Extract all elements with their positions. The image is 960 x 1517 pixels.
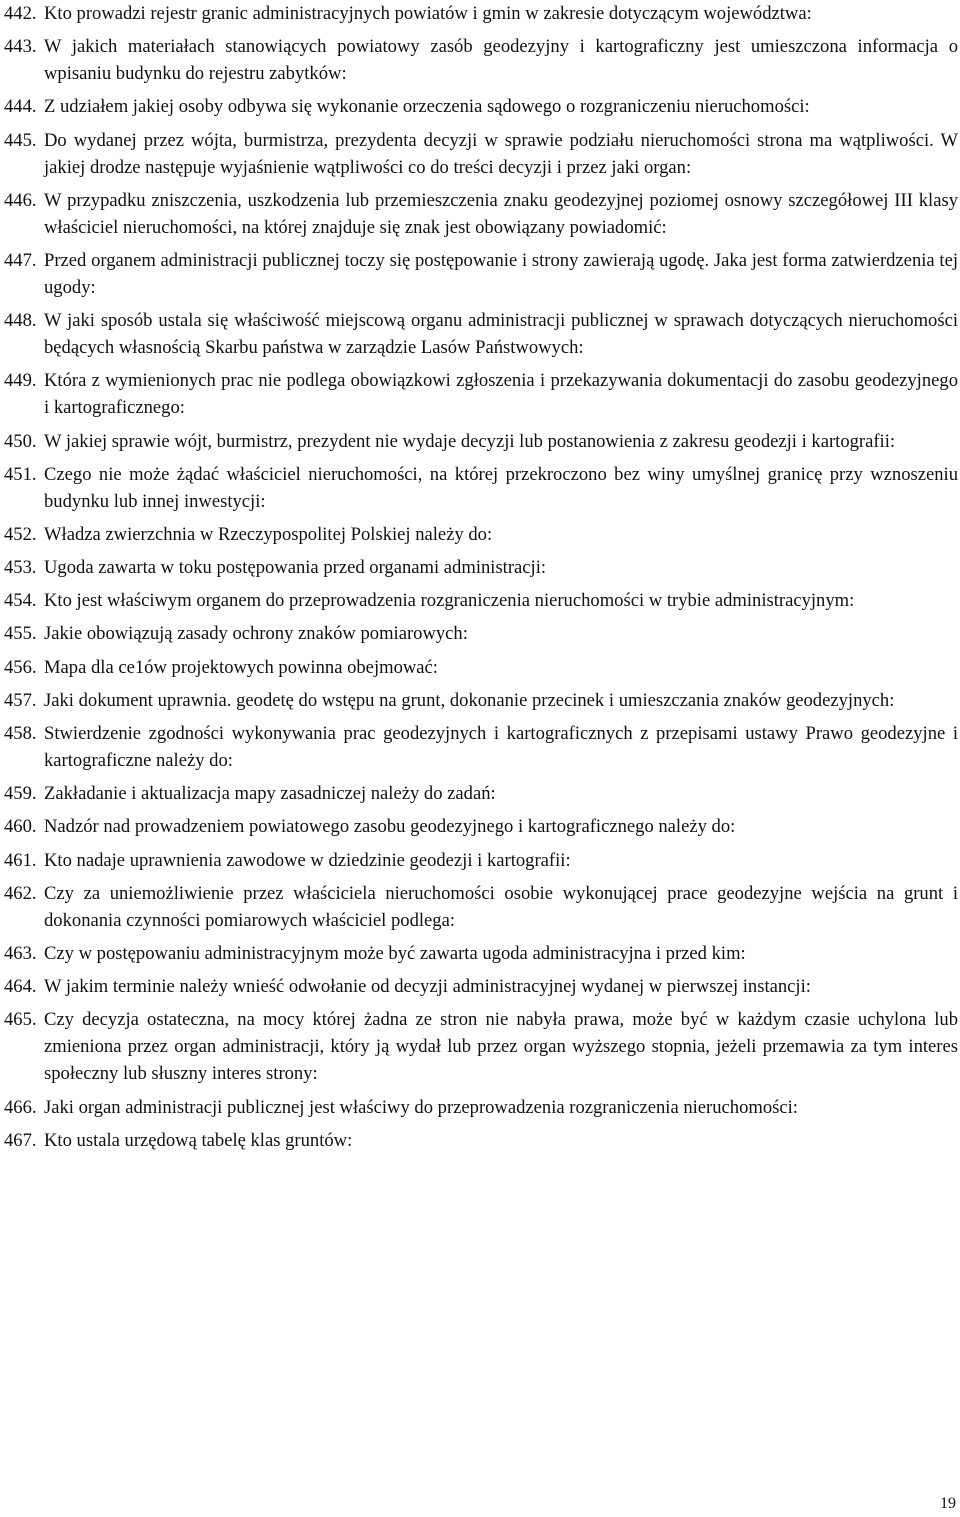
question-text: Jaki dokument uprawnia. geodetę do wstępu na grunt, dokonanie przecinek i umieszczania znaków geodezyjnych: — [44, 689, 895, 711]
question-text: W jakich materiałach stanowiących powiatowy zasób geodezyjny i kartograficzny jest umieszczona informacja o wpisaniu budynku do rejestru zabytków: — [44, 36, 958, 85]
question-number: 464. — [4, 976, 37, 998]
question-number: 443. — [4, 36, 37, 58]
question-item — [4, 0, 958, 27]
question-item — [4, 620, 958, 647]
question-number: 456. — [4, 656, 37, 678]
question-item — [4, 247, 958, 301]
question-item — [4, 654, 958, 681]
question-number: 462. — [4, 882, 37, 904]
question-number: 460. — [4, 816, 37, 838]
question-item — [4, 1006, 958, 1087]
question-number: 458. — [4, 723, 37, 744]
question-number: 449. — [4, 370, 37, 392]
question-number: 442. — [4, 3, 37, 24]
question-item — [4, 521, 958, 548]
question-item — [4, 307, 958, 361]
question-text: Nadzór nad prowadzeniem powiatowego zasobu geodezyjnego i kartograficznego należy do: — [44, 816, 736, 838]
question-text: Ugoda zawarta w toku postępowania przed organami administracji: — [44, 557, 547, 579]
question-number: 463. — [4, 942, 37, 964]
question-number: 461. — [4, 849, 37, 871]
question-text: Do wydanej przez wójta, burmistrza, prezydenta decyzji w sprawie podziału nieruchomości strona ma wątpliwości. W jakiej drodze następuje wyjaśnienie wątpliwości co do treści decyzji i przez jaki organ: — [44, 129, 958, 178]
question-text: Kto jest właściwym organem do przeprowadzenia rozgraniczenia nieruchomości w trybie administracyjnym: — [44, 590, 855, 612]
question-text: Która z wymienionych prac nie podlega obowiązkowi zgłoszenia i przekazywania dokumentacji do zasobu geodezyjnego i kartograficznego: — [44, 370, 958, 419]
question-text: Przed organem administracji publicznej toczy się postępowanie i strony zawierają ugodę. Jaka jest forma zatwierdzenia tej ugody: — [44, 249, 958, 298]
question-text: Jaki organ administracji publicznej jest właściwy do przeprowadzenia rozgraniczenia nieruchomości: — [44, 1096, 798, 1118]
question-number: 459. — [4, 783, 37, 805]
question-number: 446. — [4, 189, 37, 211]
question-number: 452. — [4, 523, 37, 545]
question-number: 455. — [4, 623, 37, 645]
question-text: W przypadku zniszczenia, uszkodzenia lub przemieszczenia znaku geodezyjnej poziomej osnowy szczegółowej III klasy właściciel nieruchomości, na której znajduje się znak jest obowiązany powiadomić: — [44, 189, 958, 238]
question-item — [4, 93, 958, 120]
question-number: 466. — [4, 1096, 37, 1118]
question-item — [4, 33, 958, 87]
question-number: 448. — [4, 310, 37, 332]
question-number: 457. — [4, 689, 37, 711]
question-item — [4, 554, 958, 581]
question-text: Stwierdzenie zgodności wykonywania prac geodezyjnych i kartograficznych z przepisami ustawy Prawo geodezyjne i kartograficzne należy do: — [44, 723, 958, 771]
question-number: 450. — [4, 430, 37, 452]
question-text: Kto prowadzi rejestr granic administracyjnych powiatów i gmin w zakresie dotyczącym województwa: — [44, 3, 812, 24]
question-item — [4, 813, 958, 840]
question-item — [4, 780, 958, 807]
question-item — [4, 428, 958, 455]
question-number: 447. — [4, 249, 37, 271]
question-text: Jakie obowiązują zasady ochrony znaków pomiarowych: — [44, 623, 468, 645]
question-text: W jakim terminie należy wnieść odwołanie od decyzji administracyjnej wydanej w pierwszej instancji: — [44, 976, 811, 998]
question-text: Kto nadaje uprawnienia zawodowe w dziedzinie geodezji i kartografii: — [44, 849, 571, 871]
question-number: 451. — [4, 463, 37, 485]
question-text: Czy w postępowaniu administracyjnym może być zawarta ugoda administracyjna i przed kim: — [44, 942, 746, 964]
question-item — [4, 940, 958, 967]
question-number: 454. — [4, 590, 37, 612]
question-item — [4, 720, 958, 774]
question-text: Zakładanie i aktualizacja mapy zasadniczej należy do zadań: — [44, 783, 496, 805]
question-number: 467. — [4, 1129, 37, 1151]
page-number: 19 — [940, 1495, 956, 1512]
question-text: Czego nie może żądać właściciel nieruchomości, na której przekroczono bez winy umyślnej granicę przy wznoszeniu budynku lub innej inwestycji: — [44, 463, 958, 512]
question-item — [4, 1127, 958, 1154]
question-item — [4, 847, 958, 874]
question-item — [4, 367, 958, 421]
question-item — [4, 127, 958, 181]
question-text: Kto ustala urzędową tabelę klas gruntów: — [44, 1129, 353, 1151]
question-text: Mapa dla ce1ów projektowych powinna obejmować: — [44, 656, 438, 678]
question-number: 453. — [4, 557, 37, 579]
question-list — [4, 0, 958, 1160]
question-text: Z udziałem jakiej osoby odbywa się wykonanie orzeczenia sądowego o rozgraniczeniu nieruchomości: — [44, 96, 810, 118]
question-text: W jakiej sprawie wójt, burmistrz, prezydent nie wydaje decyzji lub postanowienia z zakresu geodezji i kartografii: — [44, 430, 896, 452]
question-item — [4, 461, 958, 515]
question-text: Czy za uniemożliwienie przez właściciela nieruchomości osobie wykonującej prace geodezyjne wejścia na grunt i dokonania czynności pomiarowych właściciel podlega: — [44, 882, 958, 931]
question-item — [4, 973, 958, 1000]
question-number: 465. — [4, 1009, 37, 1031]
question-item — [4, 587, 958, 614]
question-text: Czy decyzja ostateczna, na mocy której żadna ze stron nie nabyła prawa, może być w każdym czasie uchylona lub zmieniona przez organ administracji, który ją wydał lub przez organ wyższego stopnia, jeżeli przemawia za tym interes społeczny lub słuszny interes strony: — [44, 1009, 958, 1085]
question-item — [4, 1094, 958, 1121]
question-item — [4, 687, 958, 714]
question-text: Władza zwierzchnia w Rzeczypospolitej Polskiej należy do: — [44, 523, 493, 545]
question-item — [4, 880, 958, 934]
question-number: 445. — [4, 129, 37, 151]
question-number: 444. — [4, 96, 37, 118]
question-text: W jaki sposób ustala się właściwość miejscową organu administracji publicznej w sprawach dotyczących nieruchomości będących własnością Skarbu państwa w zarządzie Lasów Państwowych: — [44, 310, 958, 359]
question-item — [4, 187, 958, 241]
